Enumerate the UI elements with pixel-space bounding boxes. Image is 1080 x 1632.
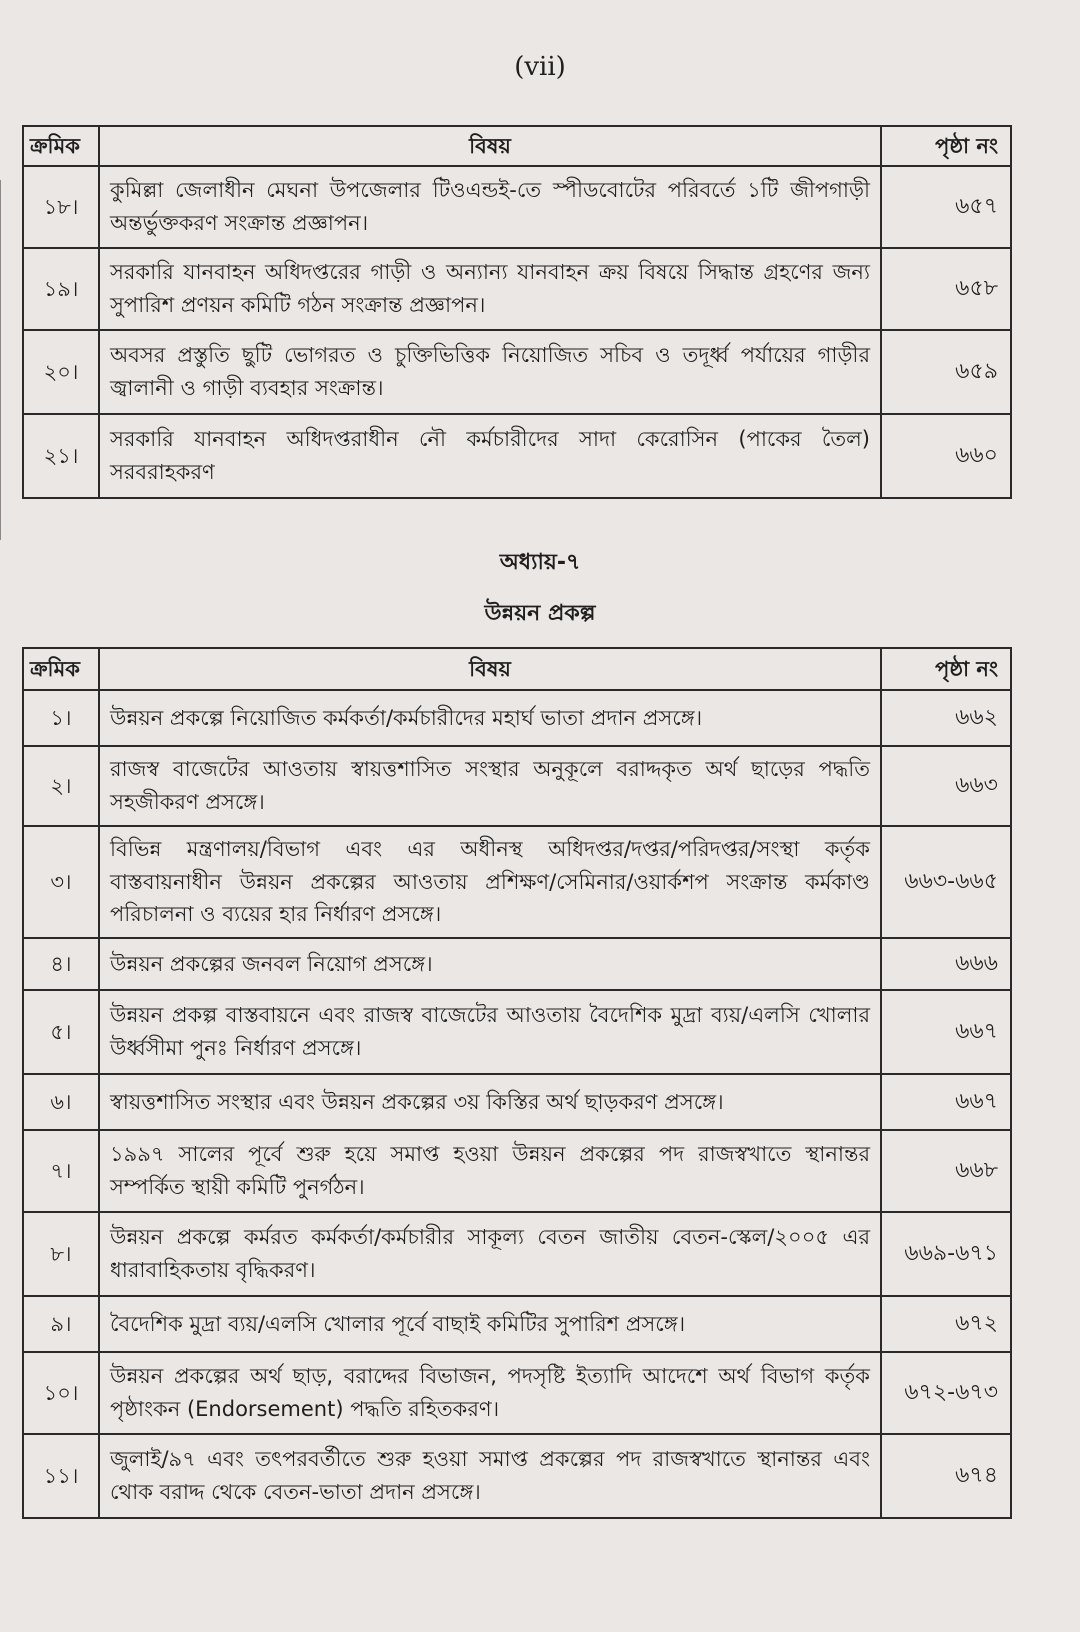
row-page: ৬৬৭ [881,1074,1011,1130]
row-page: ৬৫৭ [881,166,1011,248]
row-serial: ১৮। [23,166,99,248]
row-page: ৬৬৩-৬৬৫ [881,826,1011,938]
page-edge-mark [0,180,7,540]
table-row [23,1296,1011,1352]
row-serial: ৪। [23,938,99,990]
row-page: ৬৬৬ [881,938,1011,990]
table-row [23,1212,1011,1296]
row-serial: ৮। [23,1212,99,1296]
row-page: ৬৬৭ [881,990,1011,1074]
row-subject: উন্নয়ন প্রকল্পের অর্থ ছাড়, বরাদ্দের বিভাজন, পদসৃষ্টি ইত্যাদি আদেশে অর্থ বিভাগ কর্তৃক পৃষ্ঠাংকন (Endorsement) পদ্ধতি রহিতকরণ। [99,1352,881,1434]
table-row [23,826,1011,938]
row-page: ৬৬৮ [881,1130,1011,1212]
row-page: ৬৬৩ [881,746,1011,826]
row-serial: ৯। [23,1296,99,1352]
row-serial: ২০। [23,330,99,414]
row-serial: ৫। [23,990,99,1074]
row-serial: ১৯। [23,248,99,330]
table-row [23,1074,1011,1130]
row-serial: ১১। [23,1434,99,1518]
table-row [23,690,1011,746]
row-page: ৬৬৯-৬৭১ [881,1212,1011,1296]
row-page: ৬৫৯ [881,330,1011,414]
row-page: ৬৭৪ [881,1434,1011,1518]
table-row [23,330,1011,414]
row-serial: ৩। [23,826,99,938]
row-subject: সরকারি যানবাহন অধিদপ্তরাধীন নৌ কর্মচারীদের সাদা কেরোসিন (পাকের তৈল) সরবরাহকরণ [99,414,881,498]
row-serial: ১০। [23,1352,99,1434]
row-subject: বৈদেশিক মুদ্রা ব্যয়/এলসি খোলার পূর্বে বাছাই কমিটির সুপারিশ প্রসঙ্গে। [99,1296,881,1352]
table-row [23,248,1011,330]
row-subject: কুমিল্লা জেলাধীন মেঘনা উপজেলার টিওএন্ডই-তে স্পীডবোটের পরিবর্তে ১টি জীপগাড়ী অন্তর্ভুক্তকরণ সংক্রান্ত প্রজ্ঞাপন। [99,166,881,248]
chapter-heading: অধ্যায়-৭ [499,550,581,575]
table-row [23,414,1011,498]
header-page: পৃষ্ঠা নং [881,648,1011,690]
row-page: ৬৬০ [881,414,1011,498]
row-serial: ১। [23,690,99,746]
row-subject: উন্নয়ন প্রকল্পে নিয়োজিত কর্মকর্তা/কর্মচারীদের মহার্ঘ ভাতা প্রদান প্রসঙ্গে। [99,690,881,746]
header-serial: ক্রমিক [23,648,99,690]
row-subject: রাজস্ব বাজেটের আওতায় স্বায়ত্তশাসিত সংস্থার অনুকূলে বরাদ্দকৃত অর্থ ছাড়ের পদ্ধতি সহজীকরণ প্রসঙ্গে। [99,746,881,826]
table-header-row [23,126,1011,166]
row-subject: ১৯৯৭ সালের পূর্বে শুরু হয়ে সমাপ্ত হওয়া উন্নয়ন প্রকল্পের পদ রাজস্বখাতে স্থানান্তর সম্পর্কিত স্থায়ী কমিটি পুনর্গঠন। [99,1130,881,1212]
row-serial: ২। [23,746,99,826]
row-subject: বিভিন্ন মন্ত্রণালয়/বিভাগ এবং এর অধীনস্থ অধিদপ্তর/দপ্তর/পরিদপ্তর/সংস্থা কর্তৃক বাস্তবায়নাধীন উন্নয়ন প্রকল্পের আওতায় প্রশিক্ষণ/সেমিনার/ওয়ার্কশপ সংক্রান্ত কর্মকাণ্ড পরিচালনা ও ব্যয়ের হার নির্ধারণ প্রসঙ্গে। [99,826,881,938]
toc-table-chapter-7 [22,647,1012,1519]
header-page: পৃষ্ঠা নং [881,126,1011,166]
row-subject: স্বায়ত্তশাসিত সংস্থার এবং উন্নয়ন প্রকল্পের ৩য় কিস্তির অর্থ ছাড়করণ প্রসঙ্গে। [99,1074,881,1130]
row-subject: উন্নয়ন প্রকল্পে কর্মরত কর্মকর্তা/কর্মচারীর সাকূল্য বেতন জাতীয় বেতন-স্কেল/২০০৫ এর ধারাবাহিকতায় বৃদ্ধিকরণ। [99,1212,881,1296]
row-page: ৬৬২ [881,690,1011,746]
table-header-row [23,648,1011,690]
row-page: ৬৭২ [881,1296,1011,1352]
row-subject: সরকারি যানবাহন অধিদপ্তরের গাড়ী ও অন্যান্য যানবাহন ক্রয় বিষয়ে সিদ্ধান্ত গ্রহণের জন্য সুপারিশ প্রণয়ন কমিটি গঠন সংক্রান্ত প্রজ্ঞাপন। [99,248,881,330]
table-row [23,1434,1011,1518]
table-row [23,1352,1011,1434]
row-subject: জুলাই/৯৭ এবং তৎপরবর্তীতে শুরু হওয়া সমাপ্ত প্রকল্পের পদ রাজস্বখাতে স্থানান্তর এবং থোক বরাদ্দ থেকে বেতন-ভাতা প্রদান প্রসঙ্গে। [99,1434,881,1518]
row-page: ৬৫৮ [881,248,1011,330]
header-subject: বিষয় [99,126,881,166]
table-row [23,746,1011,826]
row-subject: অবসর প্রস্তুতি ছুটি ভোগরত ও চুক্তিভিত্তিক নিয়োজিত সচিব ও তদূর্ধ্ব পর্যায়ের গাড়ীর জ্বালানী ও গাড়ী ব্যবহার সংক্রান্ত। [99,330,881,414]
chapter-subheading: উন্নয়ন প্রকল্প [484,601,596,626]
row-subject: উন্নয়ন প্রকল্প বাস্তবায়নে এবং রাজস্ব বাজেটের আওতায় বৈদেশিক মুদ্রা ব্যয়/এলসি খোলার উর্ধ্বসীমা পুনঃ নির্ধারণ প্রসঙ্গে। [99,990,881,1074]
row-serial: ২১। [23,414,99,498]
table-row [23,990,1011,1074]
row-subject: উন্নয়ন প্রকল্পের জনবল নিয়োগ প্রসঙ্গে। [99,938,881,990]
row-page: ৬৭২-৬৭৩ [881,1352,1011,1434]
table-row [23,1130,1011,1212]
table-row [23,938,1011,990]
row-serial: ৬। [23,1074,99,1130]
table-row [23,166,1011,248]
header-subject: বিষয় [99,648,881,690]
row-serial: ৭। [23,1130,99,1212]
page-number: (vii) [514,52,566,82]
header-serial: ক্রমিক [23,126,99,166]
toc-table-chapter-6 [22,125,1012,499]
